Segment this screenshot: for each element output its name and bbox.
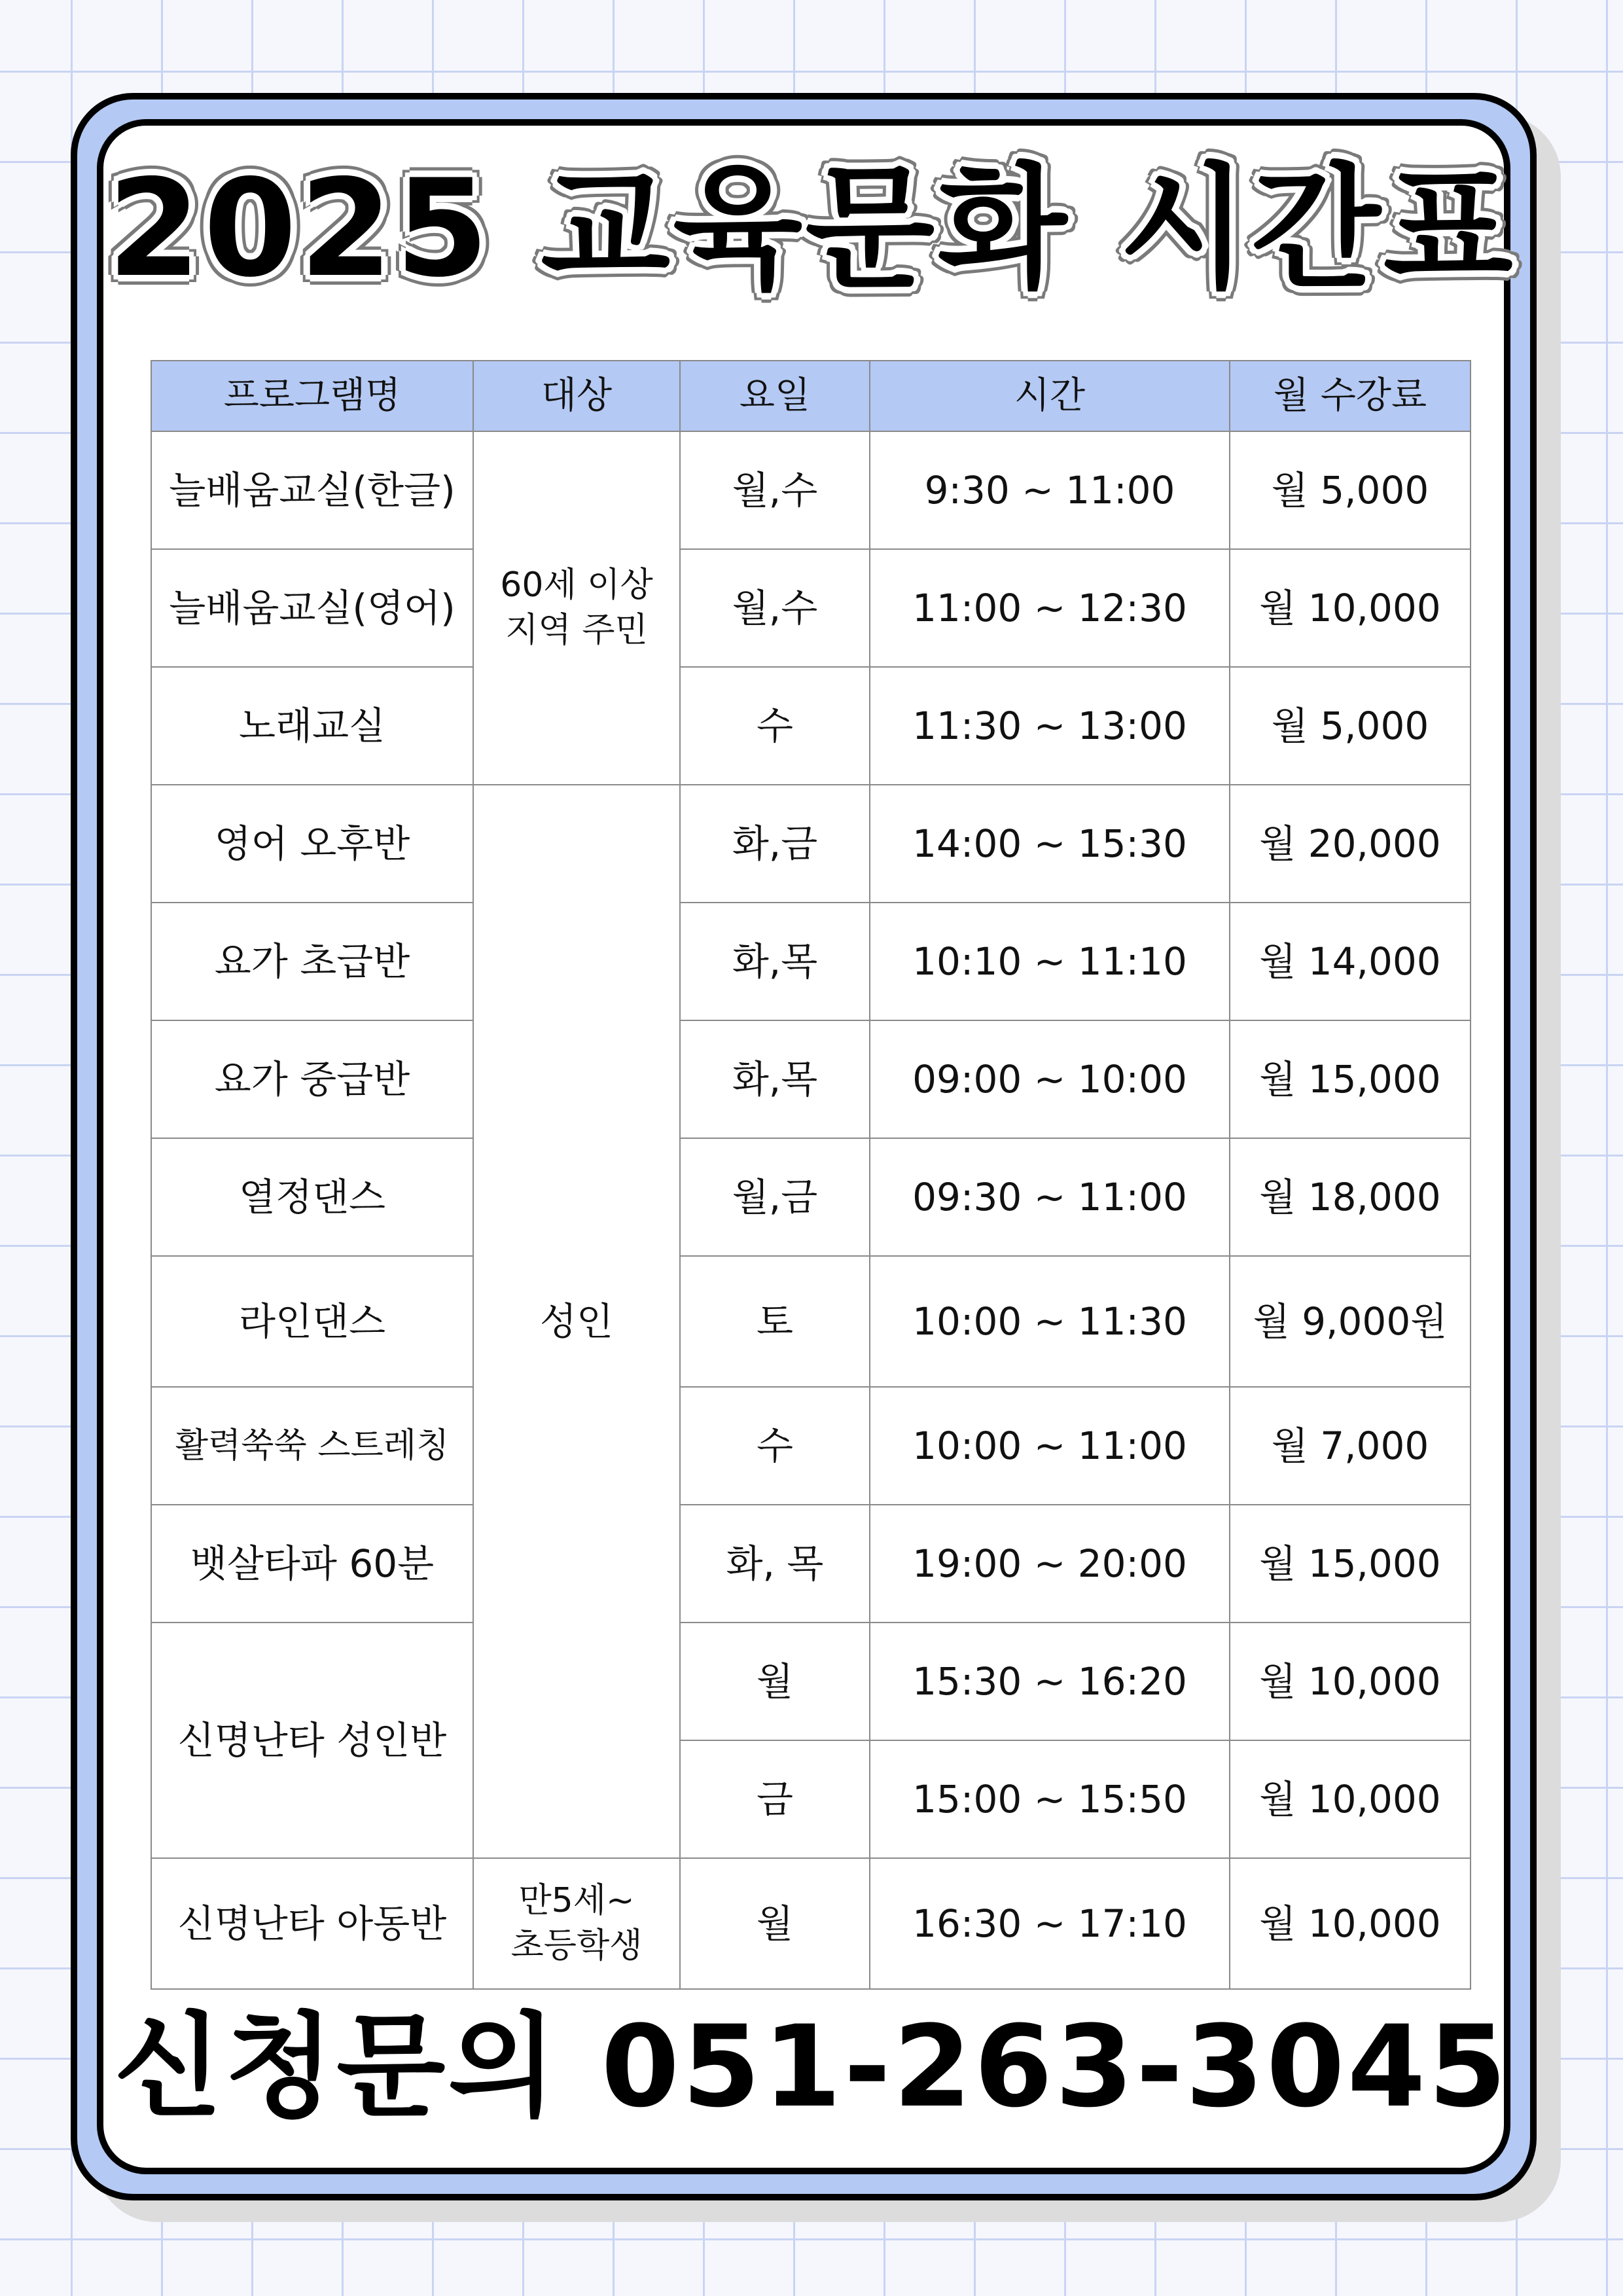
program-cell: 라인댄스 bbox=[151, 1256, 473, 1387]
time-cell: 10:00 ~ 11:30 bbox=[870, 1256, 1230, 1387]
header-fee: 월 수강료 bbox=[1230, 361, 1471, 431]
fee-cell: 월 5,000 bbox=[1230, 431, 1471, 549]
table-row bbox=[151, 431, 1471, 549]
time-cell: 11:00 ~ 12:30 bbox=[870, 549, 1230, 667]
table-row bbox=[151, 785, 1471, 903]
contact-phone: 신청문의 051-263-3045 bbox=[113, 2001, 1510, 2132]
table-row bbox=[151, 1138, 1471, 1256]
fee-cell: 월 10,000 bbox=[1230, 1740, 1471, 1858]
program-cell: 영어 오후반 bbox=[151, 785, 473, 903]
time-cell: 11:30 ~ 13:00 bbox=[870, 667, 1230, 785]
header-days: 요일 bbox=[680, 361, 870, 431]
days-cell: 화,금 bbox=[680, 785, 870, 903]
time-cell: 15:00 ~ 15:50 bbox=[870, 1740, 1230, 1858]
fee-cell: 월 18,000 bbox=[1230, 1138, 1471, 1256]
target-cell-senior bbox=[473, 431, 680, 785]
days-cell: 수 bbox=[680, 667, 870, 785]
target-line: 60세 이상 bbox=[500, 565, 653, 605]
time-cell: 16:30 ~ 17:10 bbox=[870, 1858, 1230, 1989]
fee-cell: 월 7,000 bbox=[1230, 1387, 1471, 1505]
program-cell: 신명난타 성인반 bbox=[151, 1623, 473, 1858]
header-time: 시간 bbox=[870, 361, 1230, 431]
table-row bbox=[151, 903, 1471, 1020]
days-cell: 월,수 bbox=[680, 431, 870, 549]
fee-cell: 월 14,000 bbox=[1230, 903, 1471, 1020]
program-cell: 늘배움교실(영어) bbox=[151, 549, 473, 667]
fee-cell: 월 5,000 bbox=[1230, 667, 1471, 785]
schedule-table bbox=[151, 360, 1471, 1990]
time-cell: 09:30 ~ 11:00 bbox=[870, 1138, 1230, 1256]
days-cell: 월,수 bbox=[680, 549, 870, 667]
days-cell: 화,목 bbox=[680, 903, 870, 1020]
time-cell: 10:10 ~ 11:10 bbox=[870, 903, 1230, 1020]
fee-cell: 월 15,000 bbox=[1230, 1505, 1471, 1623]
header-row bbox=[151, 361, 1471, 431]
program-cell: 신명난타 아동반 bbox=[151, 1858, 473, 1989]
header-target: 대상 bbox=[473, 361, 680, 431]
days-cell: 금 bbox=[680, 1740, 870, 1858]
days-cell: 화,목 bbox=[680, 1020, 870, 1138]
time-cell: 15:30 ~ 16:20 bbox=[870, 1623, 1230, 1740]
table-row bbox=[151, 667, 1471, 785]
target-line: 초등학생 bbox=[510, 1926, 643, 1965]
table-row bbox=[151, 1623, 1471, 1740]
fee-cell: 월 10,000 bbox=[1230, 549, 1471, 667]
time-cell: 10:00 ~ 11:00 bbox=[870, 1387, 1230, 1505]
fee-cell: 월 10,000 bbox=[1230, 1858, 1471, 1989]
days-cell: 월 bbox=[680, 1623, 870, 1740]
fee-cell: 월 15,000 bbox=[1230, 1020, 1471, 1138]
table-row bbox=[151, 1505, 1471, 1623]
program-cell: 뱃살타파 60분 bbox=[151, 1505, 473, 1623]
program-cell: 활력쑥쑥 스트레칭 bbox=[151, 1387, 473, 1505]
header-program: 프로그램명 bbox=[151, 361, 473, 431]
target-cell-child bbox=[473, 1858, 680, 1989]
target-line: 지역 주민 bbox=[505, 611, 648, 650]
program-cell: 노래교실 bbox=[151, 667, 473, 785]
days-cell: 화, 목 bbox=[680, 1505, 870, 1623]
days-cell: 수 bbox=[680, 1387, 870, 1505]
fee-cell: 월 9,000원 bbox=[1230, 1256, 1471, 1387]
table-row bbox=[151, 1858, 1471, 1989]
table-row bbox=[151, 549, 1471, 667]
program-cell: 요가 중급반 bbox=[151, 1020, 473, 1138]
time-cell: 19:00 ~ 20:00 bbox=[870, 1505, 1230, 1623]
program-cell: 늘배움교실(한글) bbox=[151, 431, 473, 549]
time-cell: 09:00 ~ 10:00 bbox=[870, 1020, 1230, 1138]
fee-cell: 월 20,000 bbox=[1230, 785, 1471, 903]
days-cell: 월 bbox=[680, 1858, 870, 1989]
time-cell: 9:30 ~ 11:00 bbox=[870, 431, 1230, 549]
time-cell: 14:00 ~ 15:30 bbox=[870, 785, 1230, 903]
table-row bbox=[151, 1020, 1471, 1138]
target-cell-adult: 성인 bbox=[473, 785, 680, 1858]
target-line: 만5세~ bbox=[518, 1881, 635, 1921]
table-row bbox=[151, 1387, 1471, 1505]
fee-cell: 월 10,000 bbox=[1230, 1623, 1471, 1740]
page-title: 2025 교육문화 시간표 bbox=[107, 151, 1516, 307]
days-cell: 토 bbox=[680, 1256, 870, 1387]
table-row bbox=[151, 1256, 1471, 1387]
program-cell: 요가 초급반 bbox=[151, 903, 473, 1020]
days-cell: 월,금 bbox=[680, 1138, 870, 1256]
program-cell: 열정댄스 bbox=[151, 1138, 473, 1256]
